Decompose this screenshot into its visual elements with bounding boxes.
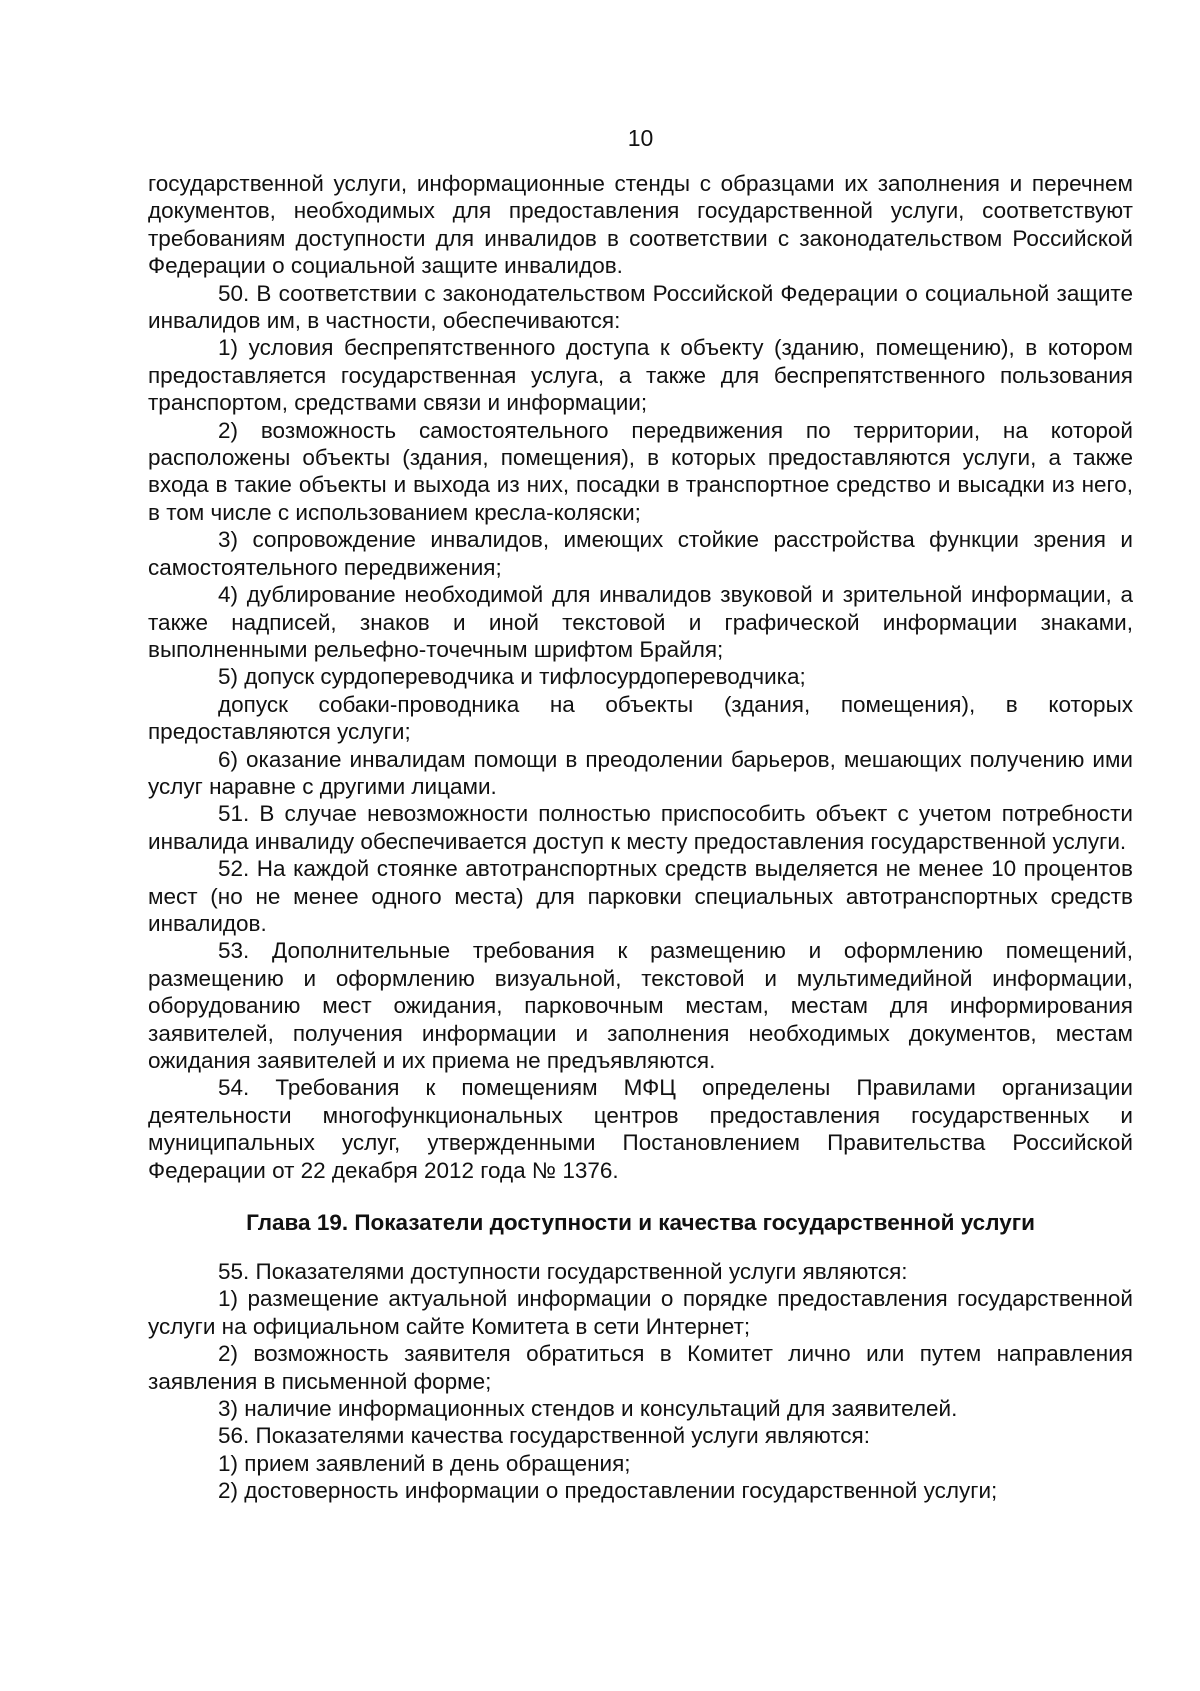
paragraph: допуск собаки-проводника на объекты (здания, помещения), в которых предоставляются услуги;: [148, 691, 1133, 745]
paragraph: 53. Дополнительные требования к размещению и оформлению помещений, размещению и оформлению визуальной, текстовой и мультимедийной информации, оборудованию мест ожидания, парковочным местам, местам для информирования заявителей, получения информации и заполнения необходимых документов, местам ожидания заявителей и их приема не предъявляются.: [148, 938, 1133, 1073]
paragraph: 6) оказание инвалидам помощи в преодолении барьеров, мешающих получению ими услуг наравне с другими лицами.: [148, 746, 1133, 799]
chapter-heading: Глава 19. Показатели доступности и качества государственной услуги: [246, 1210, 1035, 1236]
paragraph: 1) условия беспрепятственного доступа к объекту (зданию, помещению), в котором предоставляется государственная услуга, а также для беспрепятственного пользования транспортом, средствами связи и информации;: [148, 335, 1133, 416]
paragraph: 4) дублирование необходимой для инвалидов звуковой и зрительной информации, а также надписей, знаков и иной текстовой и графической информации знаками, выполненными рельефно-точечным шрифтом Брайля;: [148, 582, 1133, 662]
paragraph: 2) достоверность информации о предоставлении государственной услуги;: [218, 1478, 998, 1504]
paragraph: 2) возможность самостоятельного передвижения по территории, на которой расположены объекты (здания, помещения), в которых предоставляются услуги, а также входа в такие объекты и выхода из них, посадки в транспортное средство и высадки из него, в том числе с использованием кресла-коляски;: [148, 417, 1133, 525]
paragraph: 50. В соответствии с законодательством Российской Федерации о социальной защите инвалидов им, в частности, обеспечиваются:: [148, 280, 1133, 334]
paragraph: 1) прием заявлений в день обращения;: [218, 1450, 631, 1476]
paragraph: 56. Показателями качества государственной услуги являются:: [218, 1423, 870, 1449]
document-body: [148, 170, 1133, 1505]
section-after-chapter: [148, 1258, 1133, 1505]
paragraph: 1) размещение актуальной информации о порядке предоставления государственной услуги на официальном сайте Комитета в сети Интернет;: [148, 1286, 1133, 1339]
paragraph: 54. Требования к помещениям МФЦ определены Правилами организации деятельности многофункциональных центров предоставления государственных и муниципальных услуг, утвержденными Постановлением Правительства Российской Федерации от 22 декабря 2012 года № 1376.: [148, 1075, 1133, 1183]
paragraph: 5) допуск сурдопереводчика и тифлосурдопереводчика;: [218, 664, 806, 690]
paragraph: 3) сопровождение инвалидов, имеющих стойкие расстройства функции зрения и самостоятельного передвижения;: [148, 527, 1133, 580]
paragraph: государственной услуги, информационные стенды с образцами их заполнения и перечнем документов, необходимых для предоставления государственной услуги, соответствуют требованиям доступности для инвалидов в соответствии с законодательством Российской Федерации о социальной защите инвалидов.: [148, 171, 1133, 279]
section-before-chapter: [148, 170, 1133, 1184]
paragraph: 55. Показателями доступности государственной услуги являются:: [218, 1259, 908, 1285]
paragraph: 52. На каждой стоянке автотранспортных средств выделяется не менее 10 процентов мест (но не менее одного места) для парковки специальных автотранспортных средств инвалидов.: [148, 856, 1133, 936]
page-number: 10: [627, 125, 654, 151]
paragraph: 51. В случае невозможности полностью приспособить объект с учетом потребности инвалида инвалиду обеспечивается доступ к месту предоставления государственной услуги.: [148, 801, 1133, 854]
paragraph: 2) возможность заявителя обратиться в Комитет лично или путем направления заявления в письменной форме;: [148, 1341, 1133, 1394]
paragraph: 3) наличие информационных стендов и консультаций для заявителей.: [218, 1396, 958, 1422]
